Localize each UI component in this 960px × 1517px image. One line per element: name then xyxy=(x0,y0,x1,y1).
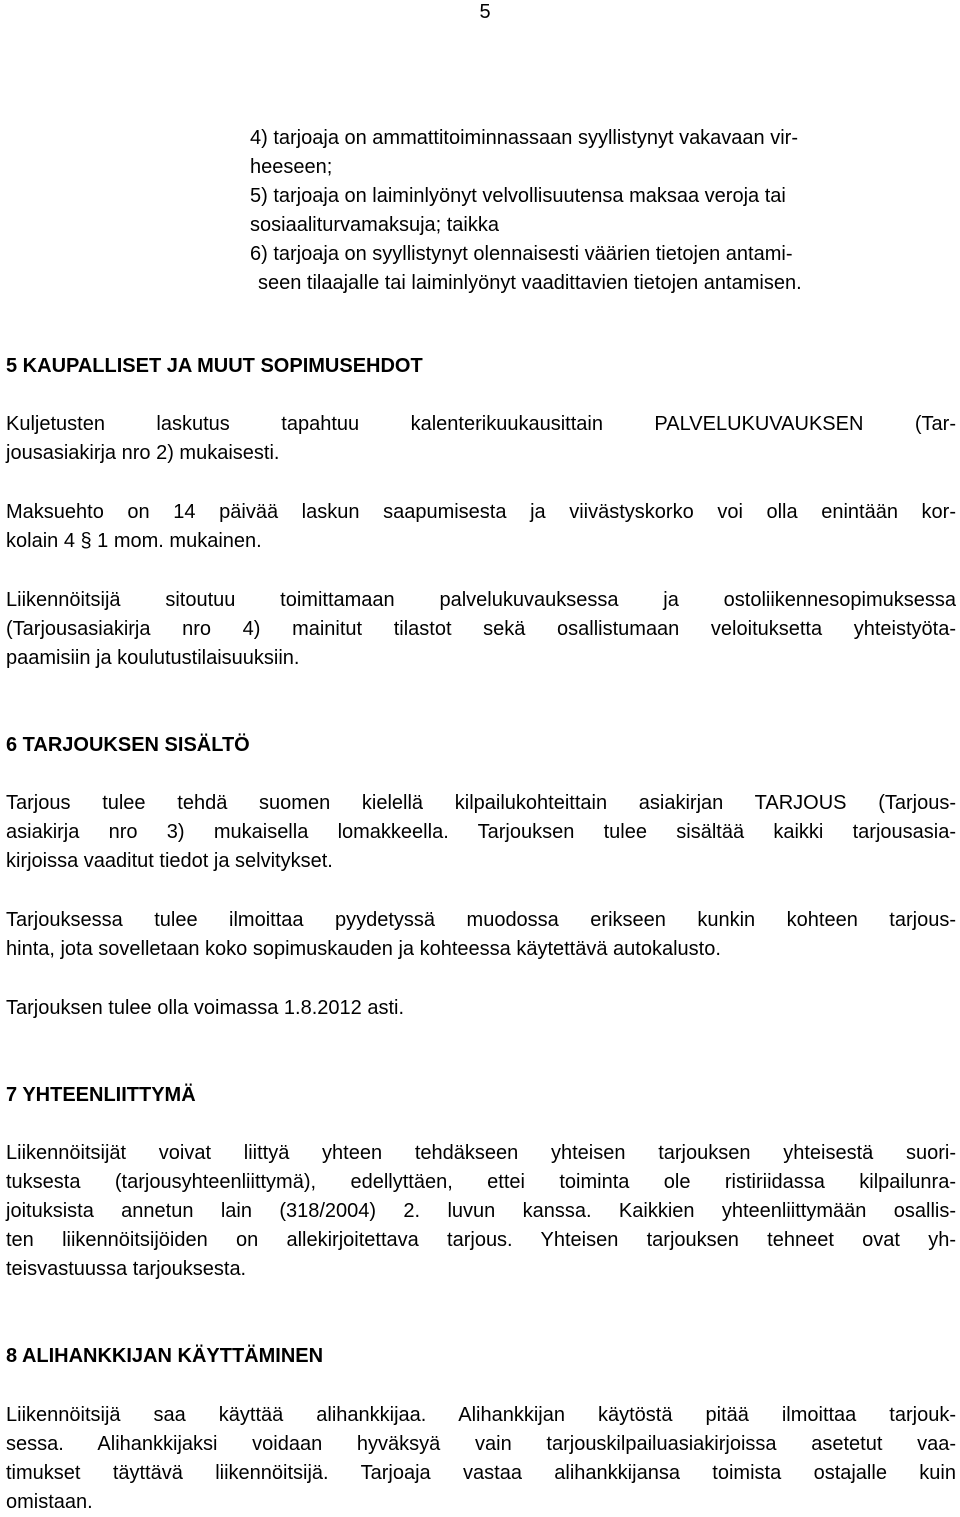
section-heading: 6 TARJOUKSEN SISÄLTÖ xyxy=(6,734,250,756)
paragraph: Tarjouksessa tulee ilmoittaa pyydetyssä muodossa erikseen kunkin kohteen tarjous- hinta, jota sovelletaan koko sopimuskauden ja kohteessa käytettävä autokalusto. xyxy=(6,909,956,960)
section-heading: 5 KAUPALLISET JA MUUT SOPIMUSEHDOT xyxy=(6,355,423,377)
list-item: 4) tarjoaja on ammattitoiminnassaan syyllistynyt vakavaan vir- xyxy=(250,127,798,149)
paragraph: Liikennöitsijät voivat liittyä yhteen tehdäkseen yhteisen tarjouksen yhteisestä suori- tuksesta (tarjousyhteenliittymä), edellyttäen, ettei toiminta ole ristiriidassa kilpailunra- joituksista annetun lain (318/2004) 2. luvun kanssa. Kaikkien yhteenliittymään osallis- ten liikennöitsijöiden on allekirjoitettava tarjous. Yhteisen tarjouksen tehneet ovat yh- teisvastuussa tarjouksesta. xyxy=(6,1142,956,1280)
list-item: seen tilaajalle tai laiminlyönyt vaadittavien tietojen antamisen. xyxy=(258,272,802,294)
paragraph: Kuljetusten laskutus tapahtuu kalenterikuukausittain PALVELUKUVAUKSEN (Tar- jousasiakirja nro 2) mukaisesti. xyxy=(6,413,956,464)
page-number: 5 xyxy=(479,1,491,23)
section-heading: 7 YHTEENLIITTYMÄ xyxy=(6,1084,196,1106)
paragraph: Tarjouksen tulee olla voimassa 1.8.2012 asti. xyxy=(6,997,405,1019)
paragraph: Liikennöitsijä sitoutuu toimittamaan palvelukuvauksessa ja ostoliikennesopimuksessa (Tarjousasiakirja nro 4) mainitut tilastot sekä osallistumaan veloituksetta yhteistyöta- paamisiin ja koulutustilaisuuksiin. xyxy=(6,589,956,669)
section-heading: 8 ALIHANKKIJAN KÄYTTÄMINEN xyxy=(6,1345,324,1367)
exclusion-list xyxy=(250,124,930,298)
paragraph: Liikennöitsijä saa käyttää alihankkijaa. Alihankkijan käytöstä pitää ilmoittaa tarjouk- sessa. Alihankkijaksi voidaan hyväksyä vain tarjouskilpailuasiakirjoissa asetetut vaa- timukset täyttävä liikennöitsijä. Tarjoaja vastaa alihankkijansa toimista ostajalle kuin omistaan. xyxy=(6,1404,956,1513)
list-item: heeseen; xyxy=(250,156,333,178)
paragraph: Maksuehto on 14 päivää laskun saapumisesta ja viivästyskorko voi olla enintään kor- kolain 4 § 1 mom. mukainen. xyxy=(6,501,956,552)
list-item: 6) tarjoaja on syyllistynyt olennaisesti väärien tietojen antami- xyxy=(250,243,793,265)
list-item: 5) tarjoaja on laiminlyönyt velvollisuutensa maksaa veroja tai xyxy=(250,185,786,207)
paragraph: Tarjous tulee tehdä suomen kielellä kilpailukohteittain asiakirjan TARJOUS (Tarjous- asiakirja nro 3) mukaisella lomakkeella. Tarjouksen tulee sisältää kaikki tarjousasia- kirjoissa vaaditut tiedot ja selvitykset. xyxy=(6,792,956,872)
list-item: sosiaaliturvamaksuja; taikka xyxy=(250,214,499,236)
